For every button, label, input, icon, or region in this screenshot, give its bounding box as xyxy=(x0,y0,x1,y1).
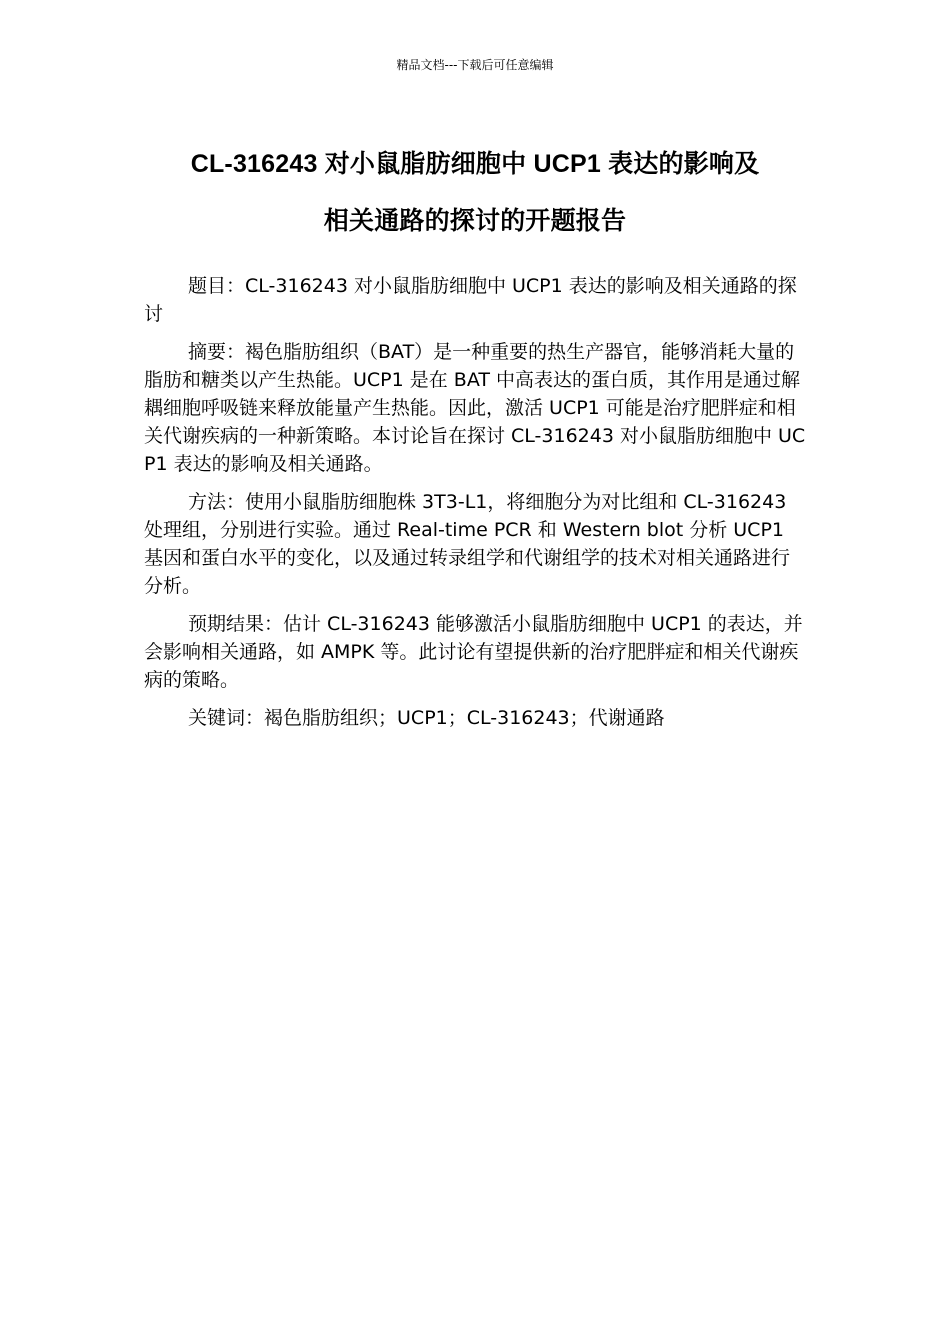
methods-text: 使用小鼠脂肪细胞株 3T3-L1，将细胞分为对比组和 CL-316243 处理组，分别进行实验。通过 Real-time PCR 和 Western blot 分析 UCP1 基因和蛋白水平的变化，以及通过转录组学和代谢组学的技术对相关通路进行分析。 xyxy=(144,491,791,597)
abstract-text: 褐色脂肪组织（BAT）是一种重要的热生产器官，能够消耗大量的脂肪和糖类以产生热能。UCP1 是在 BAT 中高表达的蛋白质，其作用是通过解耦细胞呼吸链来释放能量产生热能。因此，激活 UCP1 可能是治疗肥胖症和相关代谢疾病的一种新策略。本讨论旨在探讨 CL-316243 对小鼠脂肪细胞中 UCP1 表达的影响及相关通路。 xyxy=(144,341,806,475)
title-line-1: CL-316243 对小鼠脂肪细胞中 UCP1 表达的影响及 xyxy=(190,150,760,178)
expected-results-label: 预期结果： xyxy=(188,613,284,635)
methods-paragraph xyxy=(144,488,808,600)
methods-label: 方法： xyxy=(188,491,246,513)
keywords-paragraph xyxy=(144,704,808,732)
abstract-label: 摘要： xyxy=(188,341,246,363)
document-body xyxy=(144,272,808,742)
keywords-label: 关键词： xyxy=(188,707,265,729)
topic-label: 题目： xyxy=(188,275,246,297)
abstract-paragraph xyxy=(144,338,808,478)
keywords-text: 褐色脂肪组织；UCP1；CL-316243；代谢通路 xyxy=(264,707,665,729)
expected-results-text: 估计 CL-316243 能够激活小鼠脂肪细胞中 UCP1 的表达，并会影响相关通路，如 AMPK 等。此讨论有望提供新的治疗肥胖症和相关代谢疾病的策略。 xyxy=(144,613,803,691)
title-line-2: 相关通路的探讨的开题报告 xyxy=(323,207,627,235)
document-title xyxy=(120,136,830,250)
topic-text: CL-316243 对小鼠脂肪细胞中 UCP1 表达的影响及相关通路的探讨 xyxy=(144,275,797,325)
expected-results-paragraph xyxy=(144,610,808,694)
header-note: 精品文档---下载后可任意编辑 xyxy=(396,58,554,72)
topic-paragraph xyxy=(144,272,808,328)
